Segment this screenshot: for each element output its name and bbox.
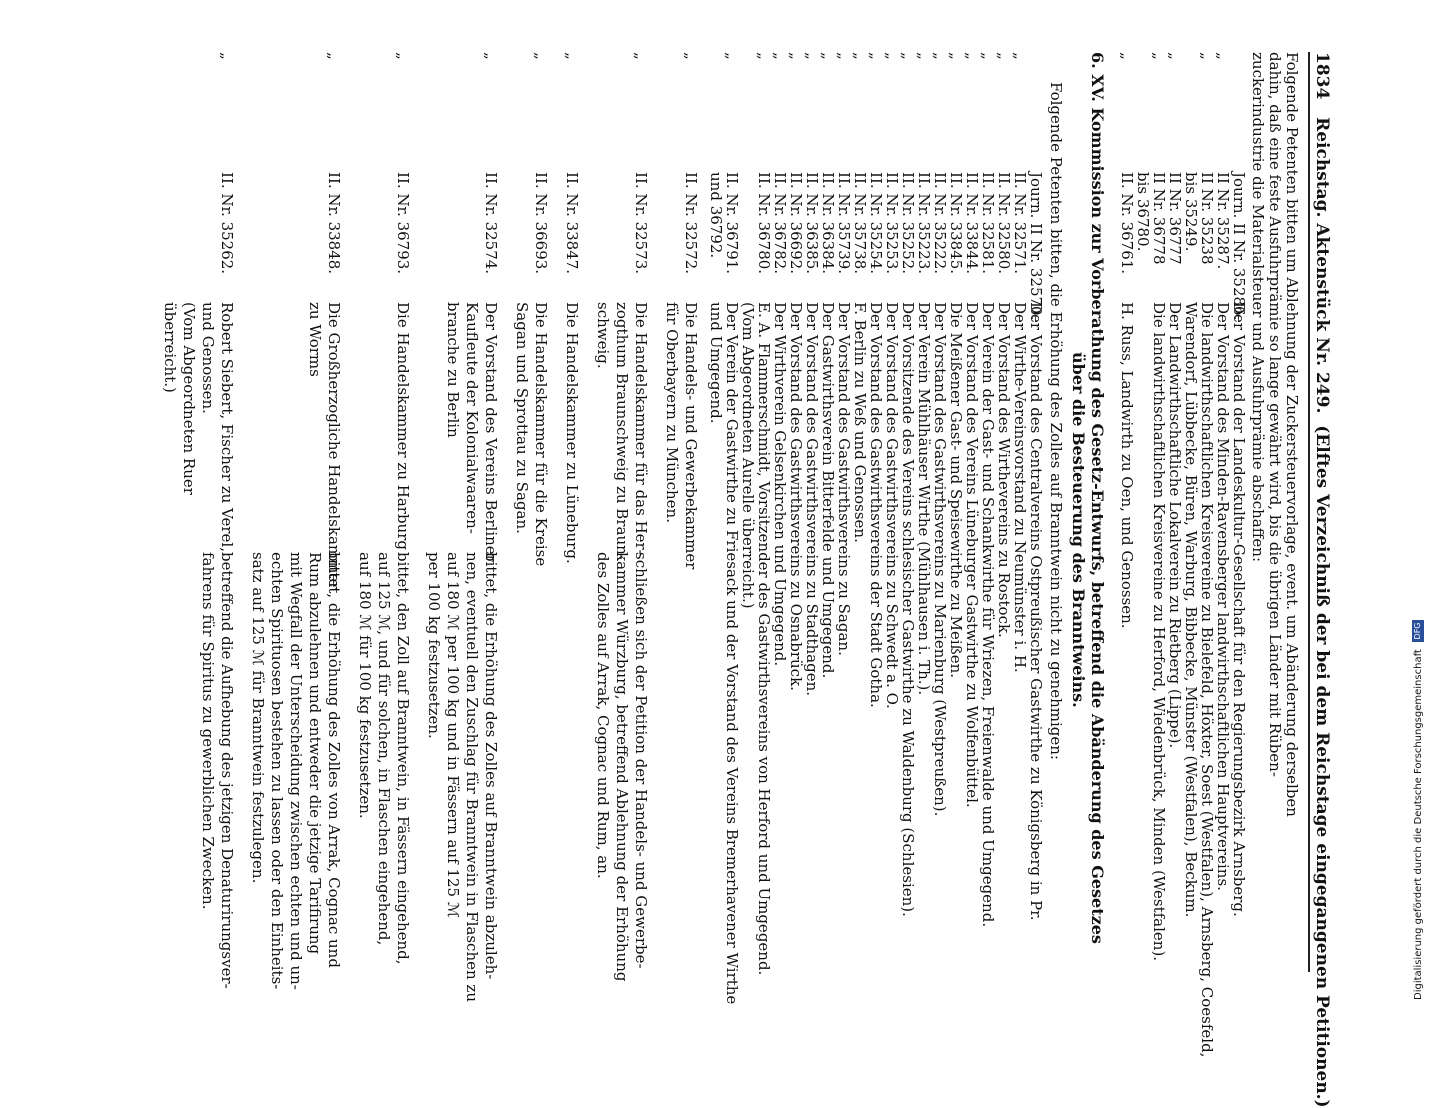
petitioner-line: branche zu Berlin [444,302,462,438]
ditto-mark: „ [394,52,412,60]
ditto-mark: „ [851,52,869,60]
petitioner: Die Meißener Gast- und Speisewirthe zu Meißen. [947,302,965,679]
request-line: des Zolles auf Arrak, Cognac und Rum, an. [594,552,612,879]
footer-text: Digitalisierung gefördert durch die Deutsche Forschungsgemeinschaft [1413,649,1424,1000]
journal-number: II Nr. 35287. [1214,172,1232,270]
ditto-mark: „ [915,52,933,60]
ditto-mark: „ [835,52,853,60]
petition-row [900,52,916,917]
petition-row [996,52,1012,638]
petition-row [756,52,772,975]
ditto-mark: „ [325,52,343,60]
ditto-mark: „ [755,52,773,60]
petition-row [740,52,756,609]
request-line: per 100 kg festzusetzen. [425,552,443,739]
petitioner-line: Kaufleute der Kolonialwaaren- [463,302,481,534]
petition-row [1231,52,1247,917]
ditto-mark: „ [1214,52,1232,60]
ditto-mark: „ [803,52,821,60]
petition-row [1135,52,1151,302]
ditto-mark: „ [723,52,741,60]
request-line: bittet, die Erhöhung des Zolles von Arrak, Cognac und [325,552,343,968]
journal-number: II Nr. 36777 [1166,172,1184,265]
petitioner-line: und Genossen. [199,302,217,414]
journal-number: II. Nr. 36693. [532,172,550,275]
ditto-mark: „ [979,52,997,60]
ditto-mark: „ [563,52,581,60]
ditto-mark: „ [482,52,500,60]
journal-number: II. Nr. 36782. [771,172,789,275]
petition-row [708,52,724,424]
intro-line: zuckerindustrie die Materialsteuer und Ausfuhrprämie abschaffen: [1249,52,1267,562]
request-line: nen, eventuell den Zuschlag für Branntwein in Flaschen zu [463,552,481,1002]
ditto-mark: „ [899,52,917,60]
petition-row [724,52,740,1004]
request-line: schließen sich der Petition der Handels- und Gewerbe- [632,552,650,969]
petitioner: Der Verein der Gastwirthe zu Friesack und der Vorstand des Vereins Bremerhavener Wirthe [723,302,741,1005]
petitioner: Der Vorstand des Gastwirthsvereins zu Sagan. [835,302,853,656]
journal-number: II Nr. 35238 [1198,172,1216,265]
ditto-mark: „ [819,52,837,60]
journal-number: II. Nr. 32572. [682,172,700,275]
petition-row [1215,52,1231,891]
journal-number: II. Nr. 35222. [931,172,949,275]
petitioner: Der Vorstand des Centralvereins Ostpreußischer Gastwirthe zu Königsberg in Pr. [1027,302,1045,921]
journal-number: bis 35249. [1182,172,1200,252]
petitioner-line: zogthum Braunschweig zu Braun- [613,302,631,560]
intro-line: Folgende Petenten bitten um Ablehnung der Zuckersteuervorlage, event. um Abänderung derselben [1283,52,1301,817]
petitioner: Der Verein der Gast- und Schankwirthe für Wriezen, Freienwalde und Umgegend. [979,302,997,928]
journal-number: II. Nr. 33844. [963,172,981,275]
journal-number: II. Nr. 36692. [787,172,805,275]
petition-row [868,52,884,708]
ditto-mark: „ [1150,52,1168,60]
petitioner: Der Vorstand des Vereins Lüneburger Gastwirthe zu Wolfenbüttel. [963,302,981,808]
ditto-mark: „ [963,52,981,60]
ditto-mark: „ [867,52,885,60]
request-line: satz auf 125 ℳ für Branntwein festzulegen. [249,552,267,884]
petitioner-line: für Oberbayern zu München. [663,302,681,523]
request-line: fahrens für Spiritus zu gewerblichen Zwecken. [199,552,217,910]
petitioner-line: zu Worms [306,302,324,377]
section-title-line2: über die Besteuerung des Branntweins. [1069,352,1088,708]
petitioner-line: Die Großherzogliche Handelskammer [325,302,343,590]
petition-row [852,52,868,543]
petitioner: (Vom Abgeordneten Aurelle überreicht.) [739,302,757,609]
petition-row [1012,52,1028,673]
petition-row [964,52,980,808]
section-intro: Folgende Petenten bitten, die Erhöhung des Zolles auf Branntwein nicht zu genehmigen: [1047,82,1065,760]
petition-row [980,52,996,927]
petitioner: F. Berlin zu Weß und Genossen. [851,302,869,543]
section-title-line1: 6. XV. Kommission zur Vorberathung des Gesetz-Entwurfs, betreffend die Abänderung des Gesetzes [1088,52,1107,944]
petition-row [836,52,852,656]
request-line: echten Spirituosen bestehen zu lassen oder den Einheits- [268,552,286,990]
petitioner-line: Sagan und Sprottau zu Sagan. [513,302,531,534]
journal-number: II. Nr. 35739. [835,172,853,275]
journal-number: und 36792. [707,172,725,259]
request-line: Rum abzulehnen und entweder die jetzige Tarifirung [306,552,324,955]
petitioner: H. Russ, Landwirth zu Oen, und Genossen. [1118,302,1136,629]
petitioner-line: Robert Siebert, Fischer zu Verel, [218,302,236,552]
ditto-mark: „ [1011,52,1029,60]
ditto-mark: „ [771,52,789,60]
journal-number: II. Nr. 35738. [851,172,869,275]
journal-number: Journ. II Nr. 32570. [1027,172,1045,321]
page-number: 1834 [1312,52,1332,100]
petitioner: Der Wirthverein Gelsenkirchen und Umgegend. [771,302,789,667]
page-header [1312,52,1332,1108]
petitioner: Der Vorstand des Minden-Ravensberger landwirthschaftlichen Hauptvereins. [1214,302,1232,891]
ditto-mark: „ [947,52,965,60]
petitioner: Der Gastwirthsverein Bitterfelde und Umgegend. [819,302,837,679]
ditto-mark: „ [995,52,1013,60]
petitioner: Der Vorsitzende des Vereins schlesischer Gastwirthe zu Waldenburg (Schlesien). [899,302,917,917]
request-line: bittet, den Zoll auf Branntwein, in Fässern eingehend, [394,552,412,965]
request-line: mit Wegfall der Unterscheidung zwischen echten und un- [287,552,305,990]
petitioner: Der Landwirthschaftliche Lokalverein zu Rietberg (Lippe). [1166,302,1184,749]
journal-number: II. Nr. 36384. [819,172,837,275]
petitioner-line: Der Vorstand des Vereins Berliner [482,302,500,562]
ditto-mark: „ [787,52,805,60]
dfg-logo: DFG [1412,620,1424,642]
journal-number: II. Nr. 32571. [1011,172,1029,275]
journal-number: II. Nr. 35253. [883,172,901,275]
petitioner: Der Vorstand der Landeskultur-Gesellschaft für den Regierungsbezirk Arnsberg. [1230,302,1248,917]
journal-number: bis 36780. [1134,172,1152,252]
petitioner: Der Vorstand des Wirthevereins zu Rostock. [995,302,1013,638]
journal-number: II. Nr. 36793. [394,172,412,275]
ditto-mark: „ [1118,52,1136,60]
petition-row [1183,52,1199,917]
journal-number: II. Nr. 35252. [899,172,917,275]
journal-number: II. Nr. 32580. [995,172,1013,275]
petition-row [1167,52,1183,748]
petitioner-line: Die Handelskammer zu Harburg [394,302,412,550]
petitioner: E. A. Flammerschmidt, Vorsitzender des Gastwirthsvereins von Herford und Umgegend. [755,302,773,976]
journal-number: II. Nr. 36780. [755,172,773,275]
petitioner: Die landwirthschaftlichen Kreisvereine zu Herford, Wiedenbrück, Minden (Westfalen). [1150,302,1168,962]
petitioner: Der Vorstand des Gastwirthsvereins zu Osnabrück. [787,302,805,691]
journal-number: II. Nr. 35223. [915,172,933,275]
request-line: bittet, die Erhöhung des Zolles auf Branntwein abzuleh- [482,552,500,980]
journal-number: II. Nr. 33847. [563,172,581,275]
petition-row [1199,52,1215,1057]
ditto-mark: „ [931,52,949,60]
journal-number: II. Nr. 35262. [218,172,236,275]
ditto-mark: „ [682,52,700,60]
petitioner-line: Die Handelskammer für das Her- [632,302,650,555]
petition-row [916,52,932,695]
petitioner: Der Vorstand des Gastwirthsvereins zu Marienburg (Westpreußen). [931,302,949,817]
petitioner: und Umgegend. [707,302,725,424]
journal-number: II. Nr. 33848. [325,172,343,275]
petitioner: Der Wirthe-Vereinsvorstand zu Neumünster i. H. [1011,302,1029,673]
journal-number: II. Nr. 32573. [632,172,650,275]
intro-line: dahin, daß eine feste Ausfuhrprämie so lange gewährt wird, bis die übrigen Länder mit Rüben- [1266,52,1284,777]
petition-row [1028,52,1044,921]
journal-number: II. Nr. 35254. [867,172,885,275]
petition-row [932,52,948,816]
request-line: auf 125 ℳ, und für solchen, in Flaschen eingehend, [375,552,393,946]
petitioner-line: (Vom Abgeordneten Ruer [180,302,198,495]
header-title: Reichstag. Aktenstück Nr. 249. [1312,117,1332,414]
petition-row [772,52,788,666]
petitioner-line: überreicht.) [161,302,179,393]
journal-number: II Nr. 36778 [1150,172,1168,265]
petition-row [1119,52,1135,629]
ditto-mark: „ [218,52,236,60]
journal-number: II. Nr. 36761. [1118,172,1136,275]
journal-number: II. Nr. 33845. [947,172,965,275]
request-line: kammer Würzburg, betreffend Ablehnung der Erhöhung [613,552,631,982]
petitioner: Der Vorstand des Gastwirthsvereins der Stadt Gotha. [867,302,885,708]
petition-row [804,52,820,696]
petitioner: Die landwirthschaftlichen Kreisvereine zu Bielefeld, Höxter, Soest (Westfalen), Arnsberg, Coesfeld, [1198,302,1216,1058]
request-line: auf 180 ℳ per 100 kg und in Fässern auf 125 ℳ [444,552,462,918]
petitioner: Warendorf, Lübbecke, Büren, Warburg, Bibbecke, Münster (Westfalen), Beckum. [1182,302,1200,918]
digitization-footer [1412,0,1428,1000]
petitioner-line: schweig. [594,302,612,369]
ditto-mark: „ [1166,52,1184,60]
ditto-mark: „ [632,52,650,60]
journal-number: II. Nr. 36791. [723,172,741,275]
journal-number: II. Nr. 32581. [979,172,997,275]
header-subtitle: (Elftes Verzeichniß der bei dem Reichstage eingegangenen Petitionen.) [1312,425,1332,1108]
petition-row [1151,52,1167,961]
petition-row [948,52,964,678]
petitioner-line: Die Handelskammer für die Kreise [532,302,550,567]
petitioner: Der Vorstand des Gastwirthsvereins zu Schwedt a. O. [883,302,901,709]
ditto-mark: „ [1198,52,1216,60]
petition-row [788,52,804,691]
ditto-mark: „ [883,52,901,60]
journal-number: II. Nr. 36385. [803,172,821,275]
petitioner-line: Die Handelskammer zu Lüneburg. [563,302,581,564]
petition-row [820,52,836,678]
petitioner: Der Verein Mühlhäuser Wirthe (Mühlhausen i. Th.). [915,302,933,696]
journal-number: Journ. II Nr. 35286. [1230,172,1248,321]
journal-number: II. Nr. 32574. [482,172,500,275]
request-line: auf 180 ℳ für 100 kg festzusetzen. [356,552,374,819]
petitioner: Der Vorstand des Gastwirthsvereins zu Stadthagen. [803,302,821,697]
petition-row [884,52,900,709]
header-rule [1308,52,1310,972]
petitioner-line: Die Handels- und Gewerbekammer [682,302,700,570]
ditto-mark: „ [532,52,550,60]
rotated-document-page [42,52,1332,1108]
request-line: betreffend die Aufhebung des jetzigen Denaturirungsver- [218,552,236,989]
